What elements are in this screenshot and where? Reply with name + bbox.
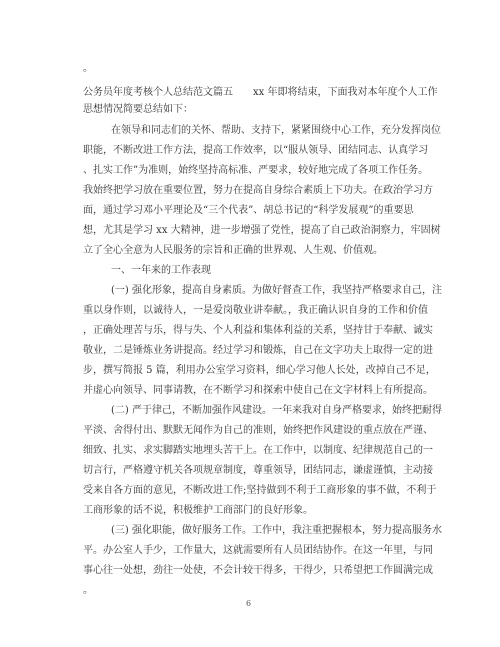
text-line: 在领导和同志们的关怀、帮助、支持下，紧紧围绕中心工作，充分发挥岗位: [111, 125, 441, 136]
text-line: 重以身作则，以诚待人，一是爱岗敬业讲奉献。，我正确认识自身的工作和价值: [83, 305, 428, 316]
text-line: 公务员年度考核个人总结范文篇五 xx 年即将结束，下面我对本年度个人工作: [83, 87, 438, 98]
text-line: 职能，不断改进工作方法，提高工作效率，以“服从领导、团结同志、认真学习: [83, 145, 429, 156]
text-line: 步，撰写简报 5 篇，利用办公室学习资料，细心学习他人长处，改掉自己不足，: [83, 365, 436, 376]
text-line: 想，尤其是学习 xx 大精神，进一步增强了党性，提高了自己政治洞察力，牢固树: [83, 225, 441, 236]
text-line: 思想情况简要总结如下：: [83, 104, 193, 115]
text-line: 细致、扎实、求实脚踏实地埋头苦干上。在工作中，以制度、纪律规范自己的一: [83, 445, 433, 456]
text-line: 切言行，严格遵守机关各项规章制度，尊重领导，团结同志，谦虚谨慎，主动接: [83, 465, 433, 476]
section-heading: 一、一年来的工作表现: [111, 265, 211, 276]
text-line: 并虚心向领导、同事请教，在不断学习和探索中使自己在文字材料上有所提高。: [83, 385, 433, 396]
text-line: 、扎实工作”为准则，始终坚持高标准、严要求，较好地完成了各项工作任务。: [83, 165, 429, 176]
text-line: 事心往一处想，劲往一处使，不会计较干得多，干得少，只希望把工作圆满完成: [83, 565, 433, 576]
text-line: 平淡、舍得付出、默默无闻作为自己的准则，始终把作风建设的重点放在严谨、: [83, 425, 433, 436]
text-line: 我始终把学习放在重要位置，努力在提高自身综合素质上下功夫。在政治学习方: [83, 185, 433, 196]
text-line: (一) 强化形象，提高自身素质。为做好督查工作，我坚持严格要求自己，注: [111, 285, 442, 296]
text-line: 立了全心全意为人民服务的宗旨和正确的世界观、人生观、价值观。: [83, 245, 383, 256]
text-line: 受来自各方面的意见，不断改进工作;坚持做到不利于工商形象的事不做，不利于: [83, 485, 437, 496]
text-line: (三) 强化职能，做好服务工作。工作中，我注重把握根本，努力提高服务水: [111, 525, 442, 536]
text-line: 平。办公室人手少，工作量大，这就需要所有人员团结协作。在这一年里，与同: [83, 545, 433, 556]
top-mark: 。: [83, 63, 93, 74]
page-number: 6: [246, 599, 252, 608]
text-line: 面，通过学习邓小平理论及“三个代表”、胡总书记的“科学发展观”的重要思: [83, 205, 414, 216]
text-line: 。: [83, 585, 93, 596]
text-line: ，正确处理苦与乐，得与失、个人利益和集体利益的关系，坚持甘于奉献、诚实: [83, 325, 433, 336]
text-line: (二) 严于律己，不断加强作风建设。一年来我对自身严格要求，始终把耐得: [111, 405, 442, 416]
text-line: 敬业，二是锤炼业务讲提高。经过学习和锻炼，自己在文字功夫上取得一定的进: [83, 345, 433, 356]
text-line: 工商形象的话不说，积极维护工商部门的良好形象。: [83, 505, 313, 516]
